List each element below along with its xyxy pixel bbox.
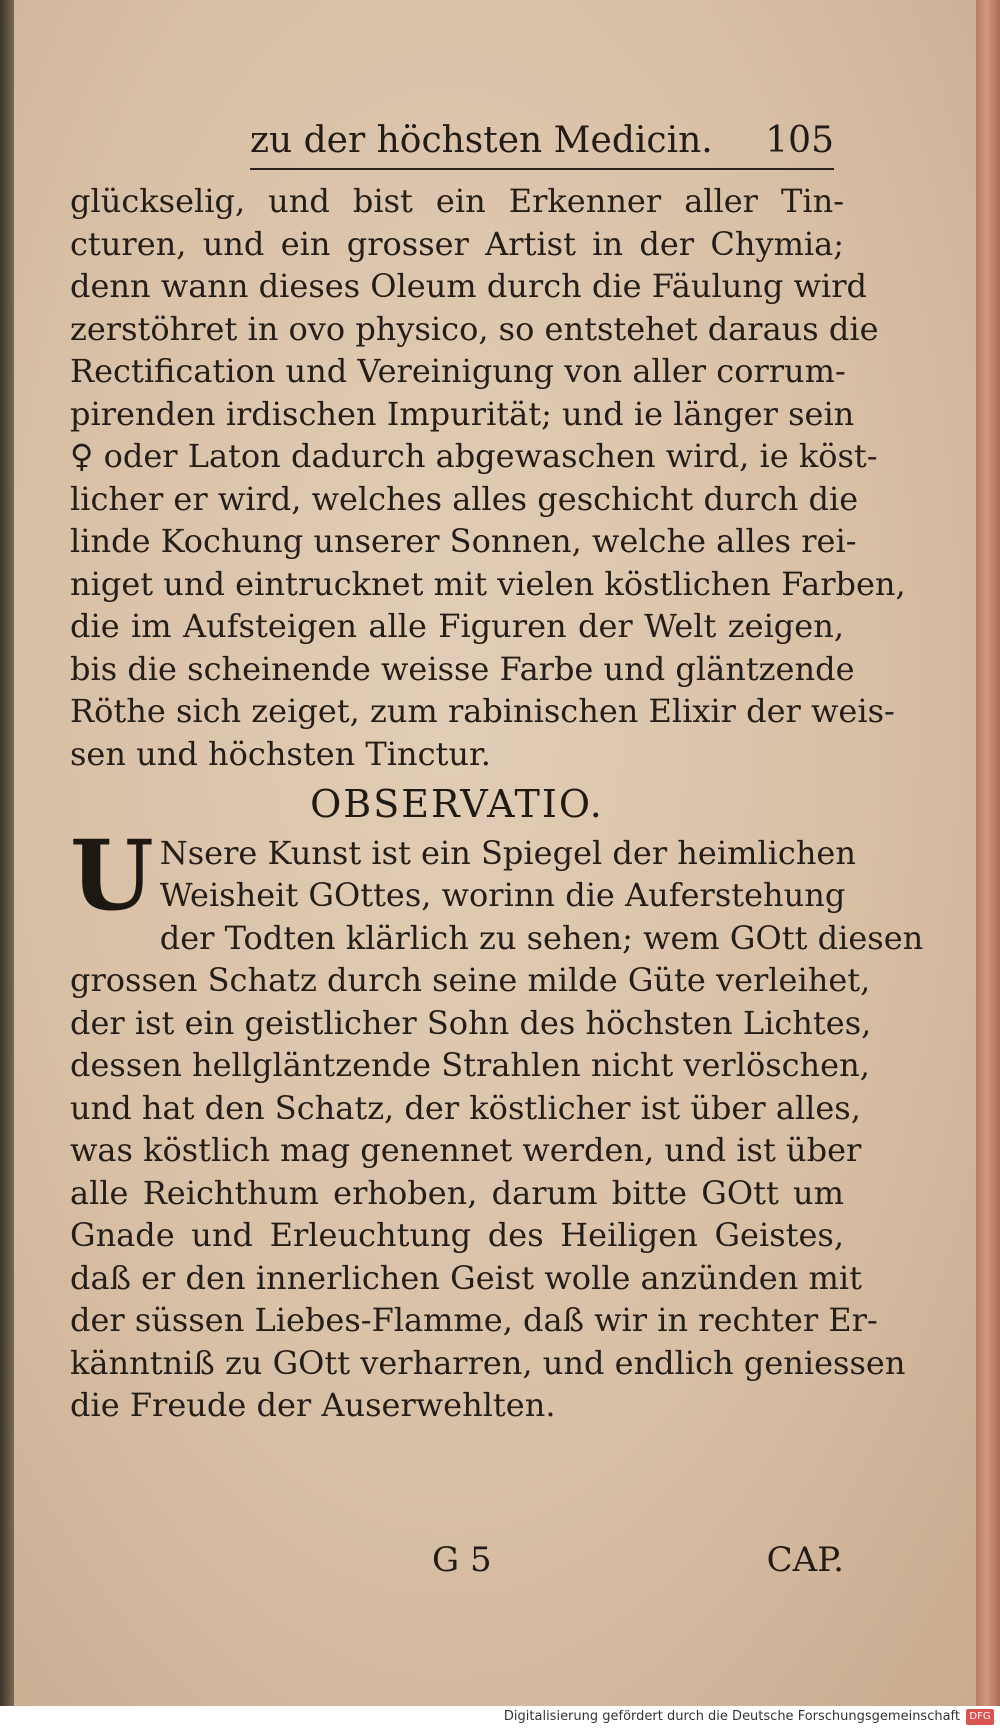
funding-banner	[0, 1706, 1000, 1729]
text-line: niget und eintrucknet mit vielen köstlichen Farben,	[70, 564, 906, 603]
text-line: känntniß zu GOtt verharren, und endlich geniessen	[70, 1343, 906, 1382]
text-line: was köstlich mag genennet werden, und ist über	[70, 1131, 862, 1169]
body-text	[70, 180, 924, 1427]
text-line: der süssen Liebes-Flamme, daß wir in rechter Er-	[70, 1301, 878, 1339]
book-page	[14, 0, 976, 1706]
text-line: zerstöhret in ovo physico, so entstehet daraus die	[70, 309, 879, 348]
funding-text: Digitalisierung gefördert durch die Deutsche Forschungsgemeinschaft	[503, 1709, 960, 1724]
dfg-logo-icon: DFG	[966, 1709, 994, 1725]
section-heading: OBSERVATIO.	[310, 782, 604, 826]
page-header	[250, 116, 834, 170]
text-line: grossen Schatz durch seine milde Güte verleihet,	[70, 961, 871, 999]
text-line: dessen hellgläntzende Strahlen nicht verlöschen,	[70, 1046, 870, 1084]
text-line: die Freude der Auserwehlten.	[70, 1386, 556, 1424]
text-line: cturen, und ein grosser Artist in der Chymia;	[70, 224, 844, 263]
page-edges	[976, 0, 1000, 1706]
text-line: denn wann dieses Oleum durch die Fäulung wird	[70, 267, 867, 305]
text-line: und hat den Schatz, der köstlicher ist über alles,	[70, 1088, 861, 1127]
book-binding-edge	[0, 0, 14, 1729]
page-number: 105	[765, 120, 834, 161]
text-line: Rectification und Vereinigung von aller corrum-	[70, 352, 846, 390]
signature-mark: G 5	[432, 1540, 492, 1580]
drop-cap: U	[70, 818, 154, 932]
text-line: der Todten klärlich zu sehen; wem GOtt diesen	[159, 918, 924, 957]
text-line: daß er den innerlichen Geist wolle anzünden mit	[70, 1258, 862, 1297]
text-line: glückselig, und bist ein Erkenner aller Tin-	[70, 182, 844, 220]
text-line: bis die scheinende weisse Farbe und gläntzende	[70, 649, 855, 688]
text-line: die im Aufsteigen alle Figuren der Welt zeigen,	[70, 607, 844, 645]
paragraph-2	[70, 818, 924, 1427]
text-line: ♀ oder Laton dadurch abgewaschen wird, ie köst-	[70, 437, 878, 475]
running-title: zu der höchsten Medicin.	[250, 120, 713, 161]
text-line: pirenden irdischen Impurität; und ie länger sein	[70, 394, 855, 433]
text-line: sen und höchsten Tinctur.	[70, 734, 491, 773]
page-footer	[70, 1540, 844, 1590]
text-line: Nsere Kunst ist ein Spiegel der heimlichen	[159, 833, 856, 872]
text-line: Röthe sich zeiget, zum rabinischen Elixir der weis-	[70, 692, 895, 730]
paragraph-1	[70, 180, 906, 775]
text-line: Weisheit GOttes, worinn die Auferstehung	[159, 876, 846, 914]
text-line: linde Kochung unserer Sonnen, welche alles rei-	[70, 522, 857, 560]
text-line: Gnade und Erleuchtung des Heiligen Geistes,	[70, 1216, 844, 1254]
text-line: alle Reichthum erhoben, darum bitte GOtt um	[70, 1173, 844, 1212]
text-line: der ist ein geistlicher Sohn des höchsten Lichtes,	[70, 1003, 872, 1042]
text-line: licher er wird, welches alles geschicht durch die	[70, 479, 859, 518]
catchword: CAP.	[766, 1540, 844, 1580]
